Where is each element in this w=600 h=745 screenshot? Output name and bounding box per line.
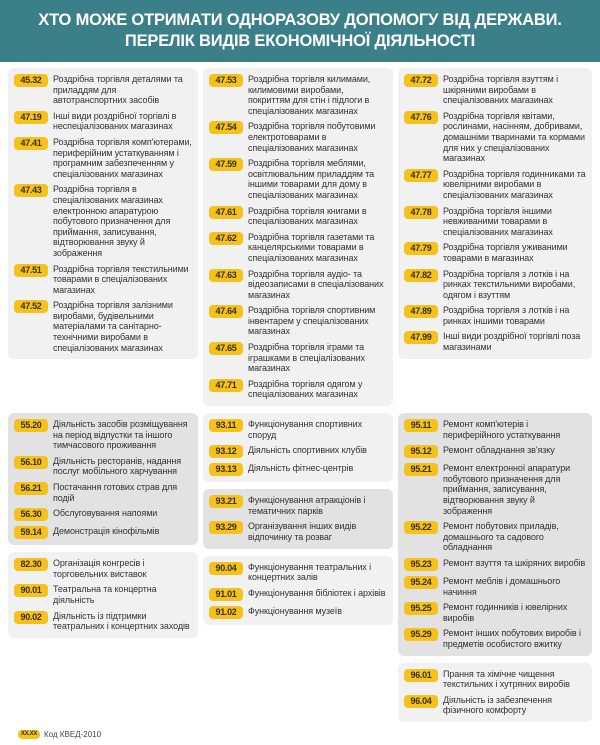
activity-description: Ремонт побутових приладів, домашнього та садового обладнання bbox=[443, 521, 559, 553]
title-line-2: ПЕРЕЛІК ВИДІВ ЕКОНОМІЧНОЇ ДІЯЛЬНОСТІ bbox=[124, 32, 476, 50]
kved-code-badge: 47.71 bbox=[209, 379, 243, 392]
kved-code-badge: 96.01 bbox=[404, 669, 438, 682]
kved-code-badge: 95.11 bbox=[404, 419, 438, 432]
activity-description: Роздрібна торгівля побутовими електротоварами в спеціалізованих магазинах bbox=[248, 121, 376, 153]
list-item bbox=[209, 121, 387, 153]
panel-culture-2 bbox=[203, 556, 393, 625]
activity-description: Роздрібна торгівля взуттям і шкіряними виробами в спеціалізованих магазинах bbox=[443, 74, 559, 106]
activity-description: Ремонт взуття та шкіряних виробів bbox=[443, 557, 586, 568]
activity-description: Роздрібна торгівля книгами в спеціалізованих магазинах bbox=[248, 205, 367, 227]
list-item bbox=[14, 300, 192, 353]
kved-code-badge: 93.13 bbox=[209, 463, 243, 476]
list-item bbox=[209, 419, 387, 440]
kved-code-badge: 90.04 bbox=[209, 562, 243, 575]
panel-retail-3 bbox=[398, 68, 592, 359]
column-1 bbox=[8, 413, 198, 638]
list-item bbox=[404, 695, 586, 716]
list-item bbox=[404, 206, 586, 238]
kved-code-badge: 95.24 bbox=[404, 576, 438, 589]
kved-code-badge: 47.79 bbox=[404, 242, 438, 255]
kved-code-badge: 90.01 bbox=[14, 584, 48, 597]
panel-retail-1 bbox=[8, 68, 198, 359]
activity-description: Ремонт інших побутових виробів і предметів особистого вжитку bbox=[443, 628, 581, 649]
activity-description: Роздрібна торгівля залізними виробами, будівельними матеріалами та санітарно-технічними виробами в спеціалізованих магазинах bbox=[53, 300, 173, 353]
list-item bbox=[209, 206, 387, 227]
kved-code-badge: 55.20 bbox=[14, 419, 48, 432]
kved-code-badge: 95.12 bbox=[404, 445, 438, 458]
activity-description: Організація конгресів і торговельних виставок bbox=[53, 558, 147, 579]
activity-description: Функціонування атракціонів і тематичних парків bbox=[248, 495, 366, 516]
activity-description: Ремонт обладнання зв'язку bbox=[443, 445, 555, 456]
list-item bbox=[14, 482, 192, 503]
list-item bbox=[209, 562, 387, 583]
activity-grid bbox=[0, 62, 600, 722]
panel-recreation bbox=[203, 489, 393, 548]
activity-description: Театральна та концертна діяльність bbox=[53, 584, 157, 605]
kved-code-badge: 47.43 bbox=[14, 184, 48, 197]
list-item bbox=[14, 611, 192, 632]
list-item bbox=[14, 137, 192, 179]
panel-retail-2 bbox=[203, 68, 393, 406]
list-item bbox=[209, 521, 387, 542]
list-item bbox=[404, 111, 586, 164]
activity-description: Діяльність із забезпечення фізичного комфорту bbox=[443, 694, 552, 716]
activity-description: Діяльність ресторанів, надання послуг мобільного харчування bbox=[53, 455, 182, 477]
list-item bbox=[209, 495, 387, 516]
activity-description: Роздрібна торгівля меблями, освітлювальним приладдям та іншими товарами для дому в спеціалізованих магазинах bbox=[248, 158, 375, 200]
kved-code-badge: 47.41 bbox=[14, 137, 48, 150]
kved-code-badge: 95.25 bbox=[404, 602, 438, 615]
list-item bbox=[209, 342, 387, 374]
activity-description: Роздрібна торгівля годинниками та ювелірними виробами в спеціалізованих магазинах bbox=[443, 168, 586, 200]
list-item bbox=[14, 74, 192, 106]
title-line-1: ХТО МОЖЕ ОТРИМАТИ ОДНОРАЗОВУ ДОПОМОГУ ВІД ДЕРЖАВИ. bbox=[38, 11, 562, 29]
kved-code-badge: 93.29 bbox=[209, 521, 243, 534]
list-item bbox=[404, 331, 586, 352]
activity-description: Діяльність фітнес-центрів bbox=[248, 463, 354, 474]
kved-code-badge: 93.12 bbox=[209, 445, 243, 458]
kved-code-badge: 56.30 bbox=[14, 508, 48, 521]
kved-code-badge: 96.04 bbox=[404, 695, 438, 708]
kved-code-badge: 47.53 bbox=[209, 74, 243, 87]
activity-description: Прання та хімічне чищення текстильних і хутряних виробів bbox=[443, 668, 570, 690]
panel-sports bbox=[203, 413, 393, 482]
list-item bbox=[404, 669, 586, 690]
list-item bbox=[404, 445, 586, 458]
list-item bbox=[404, 169, 586, 201]
list-item bbox=[404, 269, 586, 301]
list-item bbox=[14, 526, 192, 539]
kved-code-badge: 47.63 bbox=[209, 269, 243, 282]
activity-description: Роздрібна торгівля іншими невживаними товарами в спеціалізованих магазинах bbox=[443, 205, 553, 237]
activity-description: Роздрібна торгівля одягом у спеціалізованих магазинах bbox=[248, 378, 363, 400]
kved-code-badge: 47.62 bbox=[209, 232, 243, 245]
activity-description: Роздрібна торгівля квітами, рослинами, насінням, добривами, домашніми тваринами та кормами для них у спеціалізованих магазинах bbox=[443, 110, 585, 164]
kved-code-badge: 47.52 bbox=[14, 300, 48, 313]
activity-description: Функціонування музеїв bbox=[248, 605, 342, 616]
list-item bbox=[404, 74, 586, 106]
list-item bbox=[14, 419, 192, 451]
kved-code-badge: 47.19 bbox=[14, 111, 48, 124]
list-item bbox=[209, 606, 387, 619]
list-item bbox=[14, 508, 192, 521]
list-item bbox=[209, 232, 387, 264]
kved-code-badge: 82.30 bbox=[14, 558, 48, 571]
list-item bbox=[404, 521, 586, 553]
kved-code-badge: 47.65 bbox=[209, 342, 243, 355]
kved-code-badge: 47.82 bbox=[404, 269, 438, 282]
activity-description: Роздрібна торгівля аудіо- та відеозаписами в спеціалізованих магазинах bbox=[248, 268, 384, 300]
kved-code-badge: 56.21 bbox=[14, 482, 48, 495]
kved-code-badge: 95.22 bbox=[404, 521, 438, 534]
kved-code-badge: 47.51 bbox=[14, 264, 48, 277]
kved-code-badge: 47.78 bbox=[404, 206, 438, 219]
kved-code-badge: 91.02 bbox=[209, 606, 243, 619]
list-item bbox=[404, 419, 586, 440]
panel-culture-1 bbox=[8, 552, 198, 638]
list-item bbox=[404, 463, 586, 516]
activity-description: Роздрібна торгівля уживаними товарами в магазинах bbox=[443, 242, 568, 263]
list-item bbox=[404, 242, 586, 263]
list-item bbox=[14, 558, 192, 579]
kved-code-badge: 95.23 bbox=[404, 558, 438, 571]
activity-description: Організування інших видів відпочинку та розваг bbox=[248, 521, 357, 542]
legend-badge: XX.XX bbox=[18, 730, 40, 739]
activity-description: Роздрібна торгівля з лотків і на ринках текстильними виробами, одягом і взуттям bbox=[443, 268, 576, 300]
kved-code-badge: 47.76 bbox=[404, 111, 438, 124]
activity-description: Функціонування бібліотек і архівів bbox=[248, 587, 386, 598]
page-title bbox=[0, 0, 600, 62]
activity-description: Роздрібна торгівля килимами, килимовими виробами, покриттям для стін і підлоги в спеціалізованих магазинах bbox=[248, 74, 371, 116]
activity-description: Ремонт годинників і ювелірних виробів bbox=[443, 602, 568, 623]
list-item bbox=[14, 584, 192, 605]
column-3 bbox=[398, 413, 592, 722]
activity-description: Функціонування спортивних споруд bbox=[248, 419, 362, 440]
activity-description: Постачання готових страв для подій bbox=[53, 482, 178, 503]
list-item bbox=[209, 588, 387, 601]
kved-code-badge: 47.72 bbox=[404, 74, 438, 87]
list-item bbox=[14, 184, 192, 258]
kved-code-badge: 47.54 bbox=[209, 121, 243, 134]
list-item bbox=[209, 379, 387, 400]
kved-code-badge: 47.89 bbox=[404, 305, 438, 318]
kved-code-badge: 90.02 bbox=[14, 611, 48, 624]
kved-code-badge: 91.01 bbox=[209, 588, 243, 601]
kved-code-badge: 47.77 bbox=[404, 169, 438, 182]
list-item bbox=[209, 158, 387, 200]
list-item bbox=[209, 269, 387, 301]
activity-description: Демонстрація кінофільмів bbox=[53, 526, 160, 537]
activity-description: Роздрібна торгівля іграми та іграшками в спеціалізованих магазинах bbox=[248, 342, 365, 374]
kved-code-badge: 56.10 bbox=[14, 456, 48, 469]
activity-description: Роздрібна торгівля комп'ютерами, периферійним устаткуванням і програмним забезпеченням у спеціалізованих магазинах bbox=[53, 136, 192, 179]
kved-code-badge: 47.99 bbox=[404, 331, 438, 344]
list-item bbox=[404, 558, 586, 571]
activity-description: Обслуговування напоями bbox=[53, 508, 158, 519]
activity-description: Роздрібна торгівля в спеціалізованих магазинах електронною апаратурою побутового призначення для приймання, записування, відтворювання звуку й зображення bbox=[53, 184, 171, 258]
list-item bbox=[209, 305, 387, 337]
list-item bbox=[209, 74, 387, 116]
activity-description: Роздрібна торгівля текстильними товарами в спеціалізованих магазинах bbox=[53, 263, 189, 295]
kved-code-badge: 47.59 bbox=[209, 158, 243, 171]
activity-description: Ремонт електронної апаратури побутового призначення для приймання, записування, відтворювання звуку й зображення bbox=[443, 463, 571, 516]
list-item bbox=[14, 264, 192, 296]
list-item bbox=[404, 576, 586, 597]
activity-description: Ремонт комп'ютерів і периферійного устаткування bbox=[443, 419, 561, 440]
list-item bbox=[404, 628, 586, 649]
panel-personal-services bbox=[398, 663, 592, 722]
legend bbox=[0, 722, 600, 745]
kved-code-badge: 95.21 bbox=[404, 463, 438, 476]
activity-description: Діяльність спортивних клубів bbox=[248, 445, 367, 456]
kved-code-badge: 59.14 bbox=[14, 526, 48, 539]
activity-description: Функціонування театральних і концертних залів bbox=[248, 561, 371, 583]
activity-description: Ремонт меблів і домашнього начиння bbox=[443, 575, 561, 597]
activity-description: Діяльність із підтримки театральних і концертних заходів bbox=[53, 610, 190, 632]
activity-description: Діяльність засобів розміщування на період відпустки та іншого тимчасового проживання bbox=[53, 419, 188, 451]
list-item bbox=[404, 305, 586, 326]
list-item bbox=[14, 456, 192, 477]
activity-description: Роздрібна торгівля спортивним інвентарем у спеціалізованих магазинах bbox=[248, 305, 376, 337]
list-item bbox=[209, 445, 387, 458]
kved-code-badge: 93.21 bbox=[209, 495, 243, 508]
kved-code-badge: 47.61 bbox=[209, 206, 243, 219]
list-item bbox=[404, 602, 586, 623]
activity-description: Інші види роздрібної торгівлі в неспеціалізованих магазинах bbox=[53, 110, 177, 132]
kved-code-badge: 95.29 bbox=[404, 628, 438, 641]
column-2 bbox=[203, 413, 393, 625]
list-item bbox=[209, 463, 387, 476]
panel-hospitality bbox=[8, 413, 198, 545]
activity-description: Роздрібна торгівля газетами та канцелярськими товарами в спеціалізованих магазинах bbox=[248, 231, 375, 263]
kved-code-badge: 45.32 bbox=[14, 74, 48, 87]
activity-description: Роздрібна торгівля з лотків і на ринках іншими товарами bbox=[443, 305, 570, 326]
kved-code-badge: 47.64 bbox=[209, 305, 243, 318]
kved-code-badge: 93.11 bbox=[209, 419, 243, 432]
legend-label: Код КВЕД-2010 bbox=[44, 729, 102, 739]
activity-description: Роздрібна торгівля деталями та приладдям для автотранспортних засобів bbox=[53, 74, 183, 106]
panel-repair bbox=[398, 413, 592, 656]
list-item bbox=[14, 111, 192, 132]
activity-description: Інші види роздрібної торгівлі поза магазинами bbox=[443, 331, 581, 353]
